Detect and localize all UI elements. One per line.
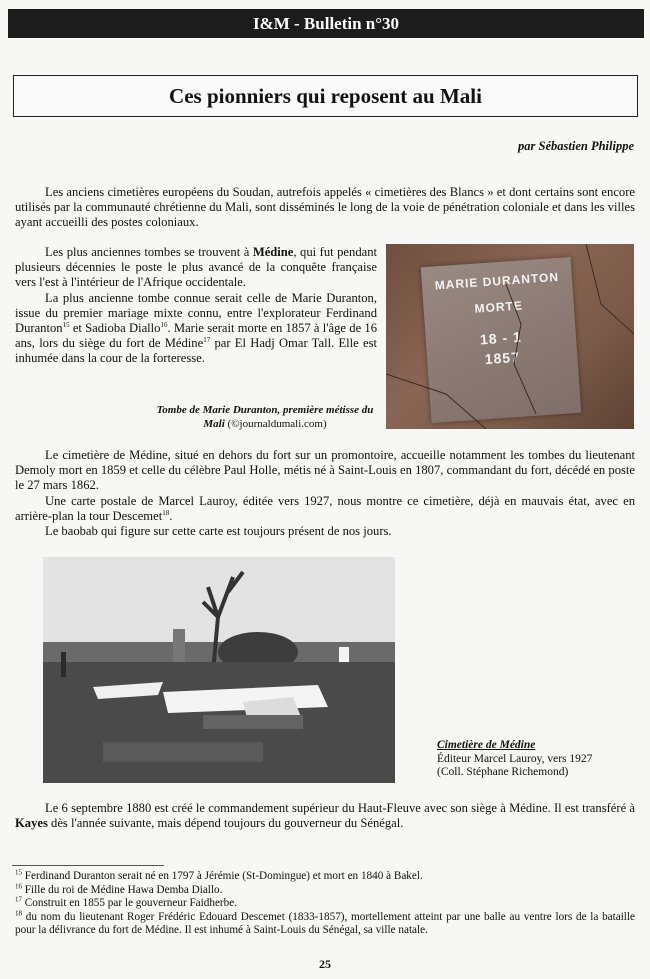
paragraph-baobab: Le baobab qui figure sur cette carte est toujours présent de nos jours. <box>45 524 392 539</box>
footnote-18 <box>15 911 635 938</box>
cemetery-photo <box>43 557 395 783</box>
paragraph-medine <box>15 245 377 291</box>
footnote-ref-18[interactable]: 18 <box>162 508 170 517</box>
paragraph-intro: Les anciens cimetières européens du Soudan, autrefois appelés « cimetières des Blancs » et dont certains sont encore utilisés par la communauté chrétienne du Mali, sont disséminés le long de la voie de pénétration coloniale et dans les villes ayant accueilli des postes coloniaux. <box>15 185 635 230</box>
footnote-18-text: du nom du lieutenant Roger Frédéric Edouard Descemet (1833-1857), mortellement atteint par une balle au ventre lors de la bataille pour la délivrance du fort de Médine. Il est inhumé à Saint-Louis du Sénégal, sa ville natale. <box>15 910 635 937</box>
p7-text-a: Le 6 septembre 1880 est créé le commandement supérieur du Haut-Fleuve avec son siège à Médine. Il est transféré à <box>45 801 635 815</box>
paragraph-postcard: Une carte postale de Marcel Lauroy, éditée vers 1927, nous montre ce cimetière, déjà en mauvais état, avec en arrière-plan la tour Descemet$^{18}$. <box>15 493 635 523</box>
p3-text-b: et Sadioba Diallo <box>69 321 161 336</box>
footnote-17 <box>15 897 635 911</box>
page-number: 25 <box>319 957 331 971</box>
caption2-collection: (Coll. Stéphane Richemond) <box>437 766 569 778</box>
cemetery-text <box>15 448 635 539</box>
photo1-cracks <box>386 244 634 429</box>
tomb-photo <box>386 244 634 429</box>
footnotes <box>15 870 635 938</box>
place-kayes: Kayes <box>15 816 48 831</box>
article-title: Ces pionniers qui reposent au Mali <box>13 75 638 117</box>
photo2-caption <box>437 739 637 780</box>
closing-text <box>15 801 635 831</box>
p5-text: Une carte postale de Marcel Lauroy, éditée vers 1927, nous montre ce cimetière, déjà en mauvais état, avec en arrière-plan la tour Descemet <box>15 493 635 523</box>
paragraph-cemetery: Le cimetière de Médine, situé en dehors du fort sur un promontoire, accueille notamment les tombes du lieutenant Demoly mort en 1859 et celle du célèbre Paul Holle, métis né à Saint-Louis en 1807, commandant du fort, décédé en poste le 27 mars 1862. <box>15 448 635 493</box>
tomb-inscription-date: 18 - 1 <box>479 328 523 348</box>
tomb-inscription-name: MARIE DURANTON <box>434 269 560 293</box>
p3-text-d: par El Hadj Omar Tall. Elle est inhumée dans la cour de la forteresse. <box>15 336 377 366</box>
caption1-title: Tombe de Marie Duranton, première métisse du Mali <box>156 404 374 430</box>
footnote-number-15: 15 <box>15 868 22 877</box>
place-medine: Médine <box>252 245 294 259</box>
caption2-editor: Éditeur Marcel Lauroy, vers 1927 <box>437 752 593 765</box>
footnote-15-text: Ferdinand Duranton serait né en 1797 à Jérémie (St-Domingue) et mort en 1840 à Bakel. <box>24 870 423 882</box>
caption1-source: (©journaldumali.com) <box>224 417 327 430</box>
tomb-inscription-died: MORTE <box>474 298 524 316</box>
footnote-15 <box>15 870 635 884</box>
footnote-17-text: Construit en 1855 par le gouverneur Faidherbe. <box>24 897 237 910</box>
footnote-number-16: 16 <box>15 881 22 890</box>
footnote-rule <box>12 865 164 866</box>
p3-text-a: La plus ancienne tombe connue serait celle de Marie Duranton, issue du premier mariage mixte connu, entre l'explorateur Ferdinand Duranton <box>15 290 377 336</box>
caption2-title: Cimetière de Médine <box>437 739 536 751</box>
author-byline: par Sébastien Philippe <box>518 139 634 153</box>
intro-paragraph <box>15 185 635 231</box>
bulletin-header: I&M - Bulletin n°30 <box>8 9 644 38</box>
footnote-16-text: Fille du roi de Médine Hawa Demba Diallo. <box>24 883 223 896</box>
footnote-ref-16[interactable]: 16 <box>160 320 168 329</box>
tomb-inscription-year: 1857 <box>484 348 521 368</box>
paragraph-haut-fleuve <box>15 801 635 831</box>
footnote-number-17: 17 <box>15 895 22 904</box>
footnote-number-18: 18 <box>15 909 22 918</box>
p2-text-c: , qui fut pendant plusieurs décennies le poste le plus avancé de la conquête française vers l'est à l'intérieur de l'Afrique occidentale. <box>15 245 378 290</box>
footnote-16 <box>15 881 635 898</box>
footnote-ref-15[interactable]: 15 <box>62 320 70 329</box>
photo1-caption <box>150 404 380 431</box>
footnote-ref-17[interactable]: 17 <box>203 336 211 345</box>
paragraph-marie-duranton <box>15 291 377 367</box>
left-column-text <box>15 245 377 367</box>
p3-text-c: . Marie serait morte en 1857 à l'âge de 16 ans, lors du siège du fort de Médine <box>15 321 378 351</box>
p2-text-a: Les plus anciennes tombes se trouvent à <box>45 245 253 259</box>
p7-text-c: dès l'année suivante, mais dépend toujours du gouverneur du Sénégal. <box>47 816 404 831</box>
cemetery-scene <box>43 557 395 783</box>
